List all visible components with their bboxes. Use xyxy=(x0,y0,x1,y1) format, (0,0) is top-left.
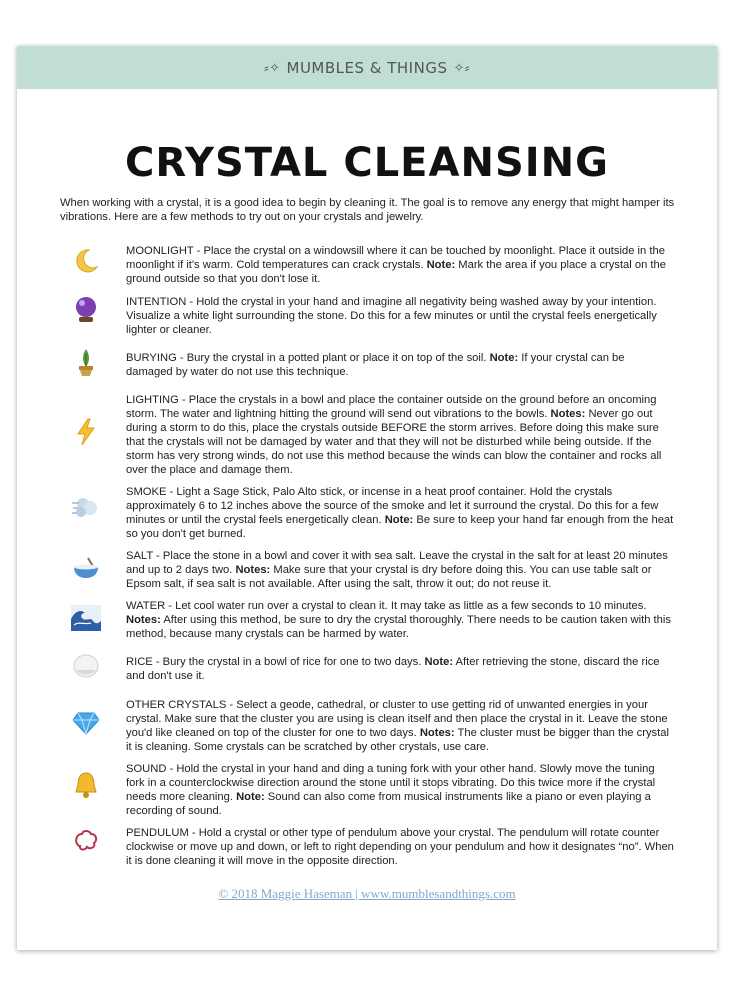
salt-bowl-icon xyxy=(71,553,101,583)
potted-plant-icon xyxy=(71,347,101,377)
method-text: OTHER CRYSTALS - Select a geode, cathedral, or cluster to use getting rid of unwanted energies in your crystal. Make sure that the cluster you are using is clean itself and then place the crystal in it. Leave the stone you'd like cleaned on top of the cluster for one to two days. Notes: The cluster must be bigger than the crystal it is cleaning. Some crystals can be scratched by other crystals, use care. xyxy=(126,699,669,753)
rice-bowl-icon xyxy=(71,652,101,682)
method-text: INTENTION - Hold the crystal in your hand and imagine all negativity being washed away by your intention. Visualize a white light surrounding the stone. Do this for a few minutes or until the crystal feels energetically lighter or cleaner. xyxy=(126,296,657,336)
page-title: CRYSTAL CLEANSING xyxy=(125,140,609,186)
method-text: BURYING - Bury the crystal in a potted plant or place it on top of the soil. Note: If your crystal can be damaged by water do not use this technique. xyxy=(126,352,625,378)
intro-paragraph: When working with a crystal, it is a good idea to begin by cleaning it. The goal is to remove any energy that might hamper its vibrations. Here are a few methods to try out on your crystals and jewelry. xyxy=(60,197,675,223)
method-text: SOUND - Hold the crystal in your hand and ding a tuning fork with your other hand. Slowly move the tuning fork in a counterclockwise direction around the stone until it stops vibrating. Do this twice more if the crystal needs more cleaning. Note: Sound can also come from musical instruments like a piano or even playing a recording of sound. xyxy=(126,763,656,817)
method-text: PENDULUM - Hold a crystal or other type of pendulum above your crystal. The pendulum will rotate counter clockwise or move up and down, or left to right depending on your pendulum and how it designates “no”. When it is done cleaning it will move in the opposite direction. xyxy=(126,827,674,867)
method-text: SMOKE - Light a Sage Stick, Palo Alto stick, or incense in a heat proof container. Hold the crystals approximately 6 to 12 inches above the source of the smoke and let it surround the crystal. Do this for a few minutes or until the crystal feels energetically clean. Note: Be sure to keep your hand far enough from the heat so you don't get burned. xyxy=(126,486,674,540)
sparkle-right-icon: ✧⸗ xyxy=(453,60,470,76)
brand-logo xyxy=(264,59,469,77)
header-banner xyxy=(17,46,717,89)
brand-name: MUMBLES & THINGS xyxy=(286,58,448,77)
method-text: LIGHTING - Place the crystals in a bowl and place the container outside on the ground before an oncoming storm. The water and lightning hitting the ground will send out vibrations to the bowls. Notes: Never go out during a storm to do this, place the crystals outside BEFORE the storm arrives. Before doing this make sure that the crystals will not be damaged by water and that they will not be disturbed while being outside. If the storm has very strong winds, do not use this method because the winds can blow the container and rocks all over the place and damage them. xyxy=(126,394,662,476)
method-text: SALT - Place the stone in a bowl and cover it with sea salt. Leave the crystal in the salt for at least 20 minutes and up to 2 days two. Notes: Make sure that your crystal is dry before doing this. You can use table salt or Epsom salt, if sea salt is not available. After using the salt, throw it out; do not reuse it. xyxy=(126,550,668,590)
method-text: RICE - Bury the crystal in a bowl of rice for one to two days. Note: After retrieving the stone, discard the rice and don't use it. xyxy=(126,656,660,682)
crystal-ball-icon xyxy=(71,295,101,325)
sparkle-left-icon: ⸗✧ xyxy=(264,60,281,76)
method-text: MOONLIGHT - Place the crystal on a windowsill where it can be touched by moonlight. Place it outside in the moonlight if it's warm. Cold temperatures can crack crystals. Note: Mark the area if you place a crystal on the ground outside so that you don't lose it. xyxy=(126,245,666,285)
water-wave-icon xyxy=(71,603,101,633)
method-text: WATER - Let cool water run over a crystal to clean it. It may take as little as a few seconds to 10 minutes. Notes: After using this method, be sure to dry the crystal thoroughly. There needs to be caution taken with this method, because many crystals can be harmed by water. xyxy=(126,600,671,640)
smoke-cloud-icon xyxy=(71,493,101,523)
gem-icon xyxy=(71,708,101,738)
crescent-moon-icon xyxy=(71,246,101,276)
pendulum-icon xyxy=(71,826,101,856)
lightning-bolt-icon xyxy=(71,417,101,447)
page-sheet xyxy=(17,46,717,950)
footer-credit[interactable]: © 2018 Maggie Haseman | www.mumblesandthings.com xyxy=(218,886,516,901)
bell-icon xyxy=(71,770,101,800)
